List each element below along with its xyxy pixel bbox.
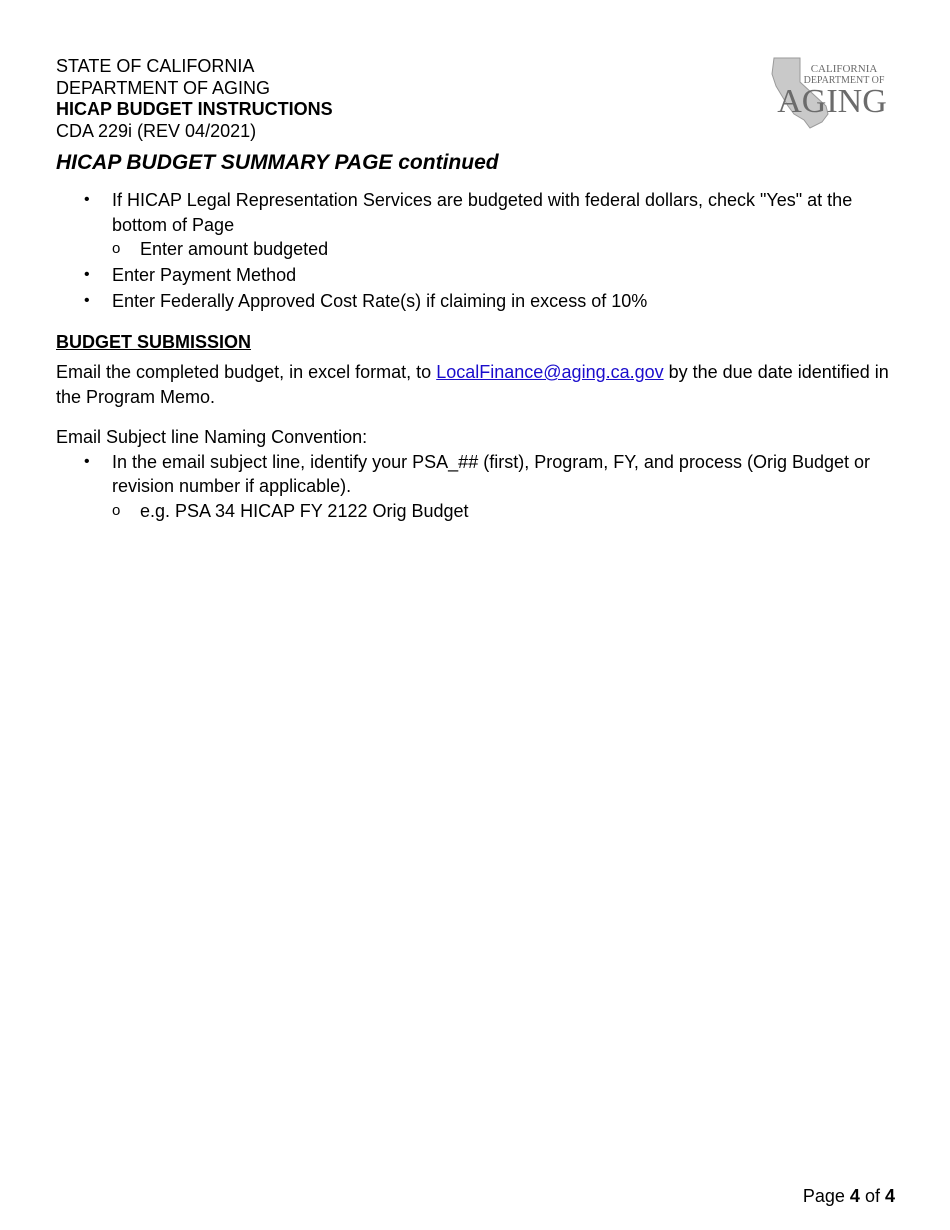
page-number	[803, 1186, 895, 1207]
document-body	[56, 188, 896, 525]
naming-bullet-list	[56, 450, 896, 524]
header-department: DEPARTMENT OF AGING	[56, 77, 271, 98]
list-item	[112, 237, 896, 262]
sub-bullet-text: Enter amount budgeted	[140, 239, 329, 259]
bullet-marker: •	[84, 266, 90, 283]
bullet-text: In the email subject line, identify your PSA_## (first), Program, FY, and process (Orig Budget or revision number if applicable).	[112, 451, 871, 496]
sub-bullet-marker: o	[112, 240, 121, 257]
summary-bullet-list	[56, 188, 896, 314]
logo-text-department: DEPARTMENT OF	[803, 75, 885, 86]
header-form-number: CDA 229i (REV 04/2021)	[56, 120, 257, 141]
local-finance-email-link[interactable]: LocalFinance@aging.ca.gov	[436, 362, 664, 382]
bullet-marker: •	[84, 191, 90, 208]
submission-paragraph	[56, 360, 896, 409]
page-of-label: of	[864, 1186, 880, 1206]
california-state-shape-icon	[760, 56, 896, 130]
list-item	[56, 263, 896, 288]
header-doc-title: HICAP BUDGET INSTRUCTIONS	[56, 99, 333, 119]
budget-submission-heading: BUDGET SUBMISSION	[56, 331, 252, 352]
document-header	[56, 56, 333, 142]
list-item	[56, 450, 896, 524]
sub-bullet-list	[112, 499, 896, 524]
bullet-marker: •	[84, 292, 90, 309]
page-label: Page	[802, 1186, 845, 1206]
section-title: HICAP BUDGET SUMMARY PAGE continued	[56, 151, 499, 174]
example-text: e.g. PSA 34 HICAP FY 2122 Orig Budget	[140, 500, 469, 521]
sub-bullet-marker: o	[112, 501, 121, 519]
page-total: 4	[884, 1186, 895, 1206]
bullet-text: If HICAP Legal Representation Services are budgeted with federal dollars, check "Yes" at the bottom of Page	[112, 190, 853, 235]
submission-text-after: by the due date identified in the Program Memo.	[56, 362, 889, 407]
list-item	[56, 289, 896, 314]
california-department-of-aging-logo	[760, 56, 896, 130]
bullet-text: Enter Payment Method	[112, 265, 297, 285]
list-item	[112, 499, 896, 524]
logo-text-aging: AGING	[777, 83, 887, 120]
header-state: STATE OF CALIFORNIA	[56, 56, 255, 76]
sub-bullet-list	[112, 237, 896, 262]
bullet-text: Enter Federally Approved Cost Rate(s) if claiming in excess of 10%	[112, 291, 648, 311]
logo-text-california: CALIFORNIA	[810, 63, 878, 75]
bullet-marker: •	[84, 452, 90, 470]
naming-convention-label: Email Subject line Naming Convention:	[56, 427, 368, 447]
submission-text-before: Email the completed budget, in excel format, to	[56, 362, 437, 382]
page-current: 4	[849, 1186, 860, 1206]
list-item	[56, 188, 896, 262]
